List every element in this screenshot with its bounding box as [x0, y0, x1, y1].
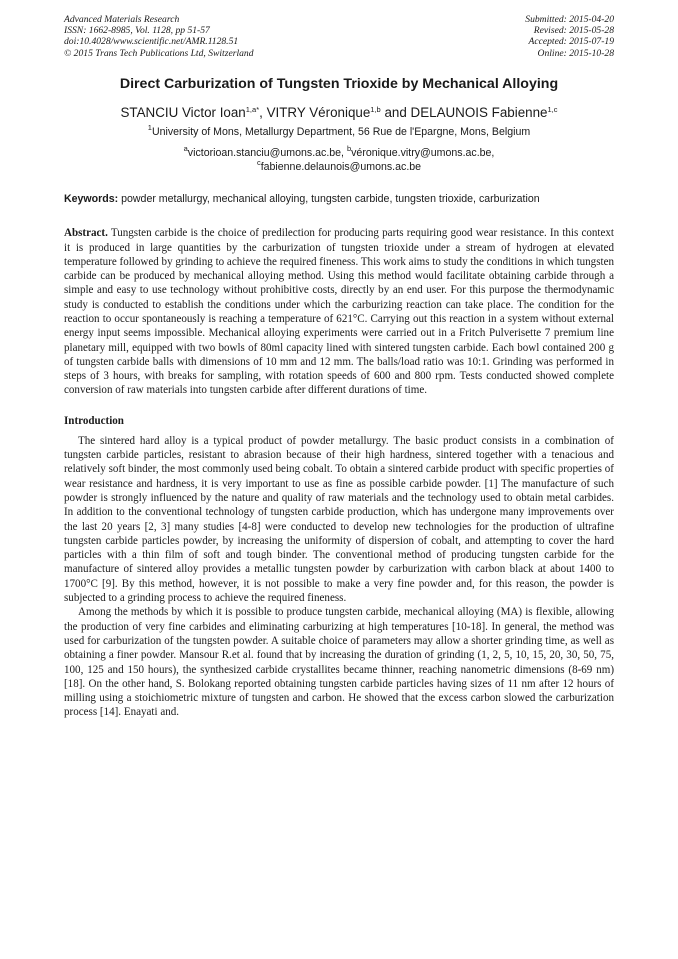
date-submitted: Submitted: 2015-04-20: [525, 14, 614, 25]
affiliation: [64, 122, 614, 138]
keywords-label: Keywords:: [64, 192, 119, 205]
email-superscript: c: [256, 157, 261, 167]
email-link[interactable]: victorioan.stanciu@umons.ac.be,: [187, 146, 347, 159]
affiliation-text: University of Mons, Metallurgy Department, 56 Rue de l'Epargne, Mons, Belgium: [151, 125, 531, 138]
affiliation-superscript: 1: [147, 122, 152, 132]
introduction-paragraph-1: The sintered hard alloy is a typical product of powder metallurgy. The basic product consists in a combination of tungsten carbide particles, resistant to abrasion because of their high hardness, sintered together with a tenacious and relatively soft binder, the most commonly used being cobalt. To obtain a sintered carbide product with specific properties of wear resistance and hardness, it is very important to use as fine as possible carbide powder. [1] The manufacture of such powder is strongly influenced by the nature and quality of raw materials and the technology used to obtain metal carbides. In addition to the conventional technology of tungsten carbide production, which has undergone many improvements over the last 20 years [2, 3] many studies [4-8] were conducted to develop new technologies for the production of ultrafine tungsten carbide particles powder, by increasing the uniformity of dispersion of cobalt, and attempting to cover the hard particles with a thin film of soft and tough binder. The conventional method of producing tungsten carbide for the manufacture of sintered alloy provides a metallic tungsten powder by carburization with carbon black at about 1400 to 1700°C [9]. By this method, however, it is not possible to make a very fine powder and, for this reason, the powder is subjected to a grinding process to achieve the required fineness.: [64, 434, 614, 605]
author-emails: [64, 143, 614, 174]
email-superscript: b: [346, 143, 352, 153]
author-name: DELAUNOIS Fabienne: [410, 104, 548, 120]
publication-dates: [525, 14, 614, 59]
date-accepted: Accepted: 2015-07-19: [528, 36, 614, 48]
abstract: [64, 226, 614, 398]
introduction-paragraph-2: Among the methods by which it is possible to produce tungsten carbide, mechanical alloying (MA) is flexible, allowing the production of very fine carbides and eliminating carburizing at high temperatures [10-18]. In general, the method was used for carburization of the tungsten powder. A suitable choice of parameters may allow a shorter grinding time, as well as obtaining a finer powder. Mansour R.et al. found that by increasing the duration of grinding (1, 2, 5, 10, 15, 20, 30, 50, 75, 100, 125 and 150 hours), the synthesized carbide crystallites became thinner, reaching nanometric dimensions (8-69 nm) [18]. On the other hand, S. Bolokang reported obtaining tungsten carbide particles having sizes of 11 nm after 12 hours of milling using a stoichiometric mixture of tungsten and carbon. He showed that the excess carbon slowed the carburization process [14]. Enayati and.: [64, 606, 614, 719]
journal-doi: doi:10.4028/www.scientific.net/AMR.1128.51: [64, 36, 239, 48]
email-line-2: [64, 157, 614, 174]
author-superscript: 1,a*: [245, 104, 260, 114]
journal-issn: ISSN: 1662-8985, Vol. 1128, pp 51-57: [64, 25, 210, 37]
author-separator: ,: [259, 104, 267, 120]
email-superscript: a: [183, 143, 188, 153]
abstract-text: Tungsten carbide is the choice of predilection for producing parts requiring good wear resistance. In this context it is produced in large quantities by the carburization of tungsten trioxide under a stream of hydrogen at elevated temperature followed by grinding to achieve the required fineness. This work aims to study the conditions in which tungsten carbide can be produced by mechanical alloying method. Using this method would facilitate obtaining carbide through a simple and easy to use technology without prohibitive costs, directly by an end user. For this purpose the thermodynamic study is conducted to establish the conditions under which the carburizing reaction can take place. The condition for the reaction to occur spontaneously is reaching a temperature of 621°C. Carrying out this reaction in a system without external energy input seems impossible. Mechanical alloying experiments were carried out in a Fritch Pulverisette 7 premium line planetary mill, equipped with two bowls of 80ml capacity lined with sintered tungsten carbide. Each bowl contained 200 g of tungsten carbide balls with dimensions of 10 mm and 12 mm. The balls/load ratio was 10:1. Grinding was performed in steps of 3 hours, with breaks for sampling, with rotation speeds of 600 and 800 rpm. Tests conducted showed complete conversion of raw materials into tungsten carbide after different durations of time.: [64, 227, 614, 397]
journal-name: Advanced Materials Research: [64, 14, 180, 25]
keywords-text: powder metallurgy, mechanical alloying, tungsten carbide, tungsten trioxide, carburization: [118, 192, 540, 205]
author-name: VITRY Véronique: [266, 104, 371, 120]
date-revised: Revised: 2015-05-28: [533, 25, 614, 37]
author-separator: and: [380, 104, 411, 120]
date-online: Online: 2015-10-28: [537, 47, 614, 59]
section-heading-introduction: Introduction: [64, 414, 124, 427]
journal-copyright: © 2015 Trans Tech Publications Ltd, Switzerland: [64, 47, 254, 59]
author-name: STANCIU Victor Ioan: [120, 104, 246, 120]
author-superscript: 1,c: [547, 104, 558, 114]
journal-info: [64, 14, 254, 59]
author-list: [64, 105, 614, 120]
abstract-label: Abstract.: [64, 227, 108, 240]
journal-header: [64, 14, 614, 59]
email-link[interactable]: fabienne.delaunois@umons.ac.be: [260, 160, 422, 173]
keywords: [64, 193, 614, 206]
paper-title: Direct Carburization of Tungsten Trioxide by Mechanical Alloying: [119, 75, 559, 92]
email-line-1: [64, 143, 614, 160]
email-link[interactable]: véronique.vitry@umons.ac.be,: [351, 146, 495, 159]
author-superscript: 1,b: [370, 104, 381, 114]
